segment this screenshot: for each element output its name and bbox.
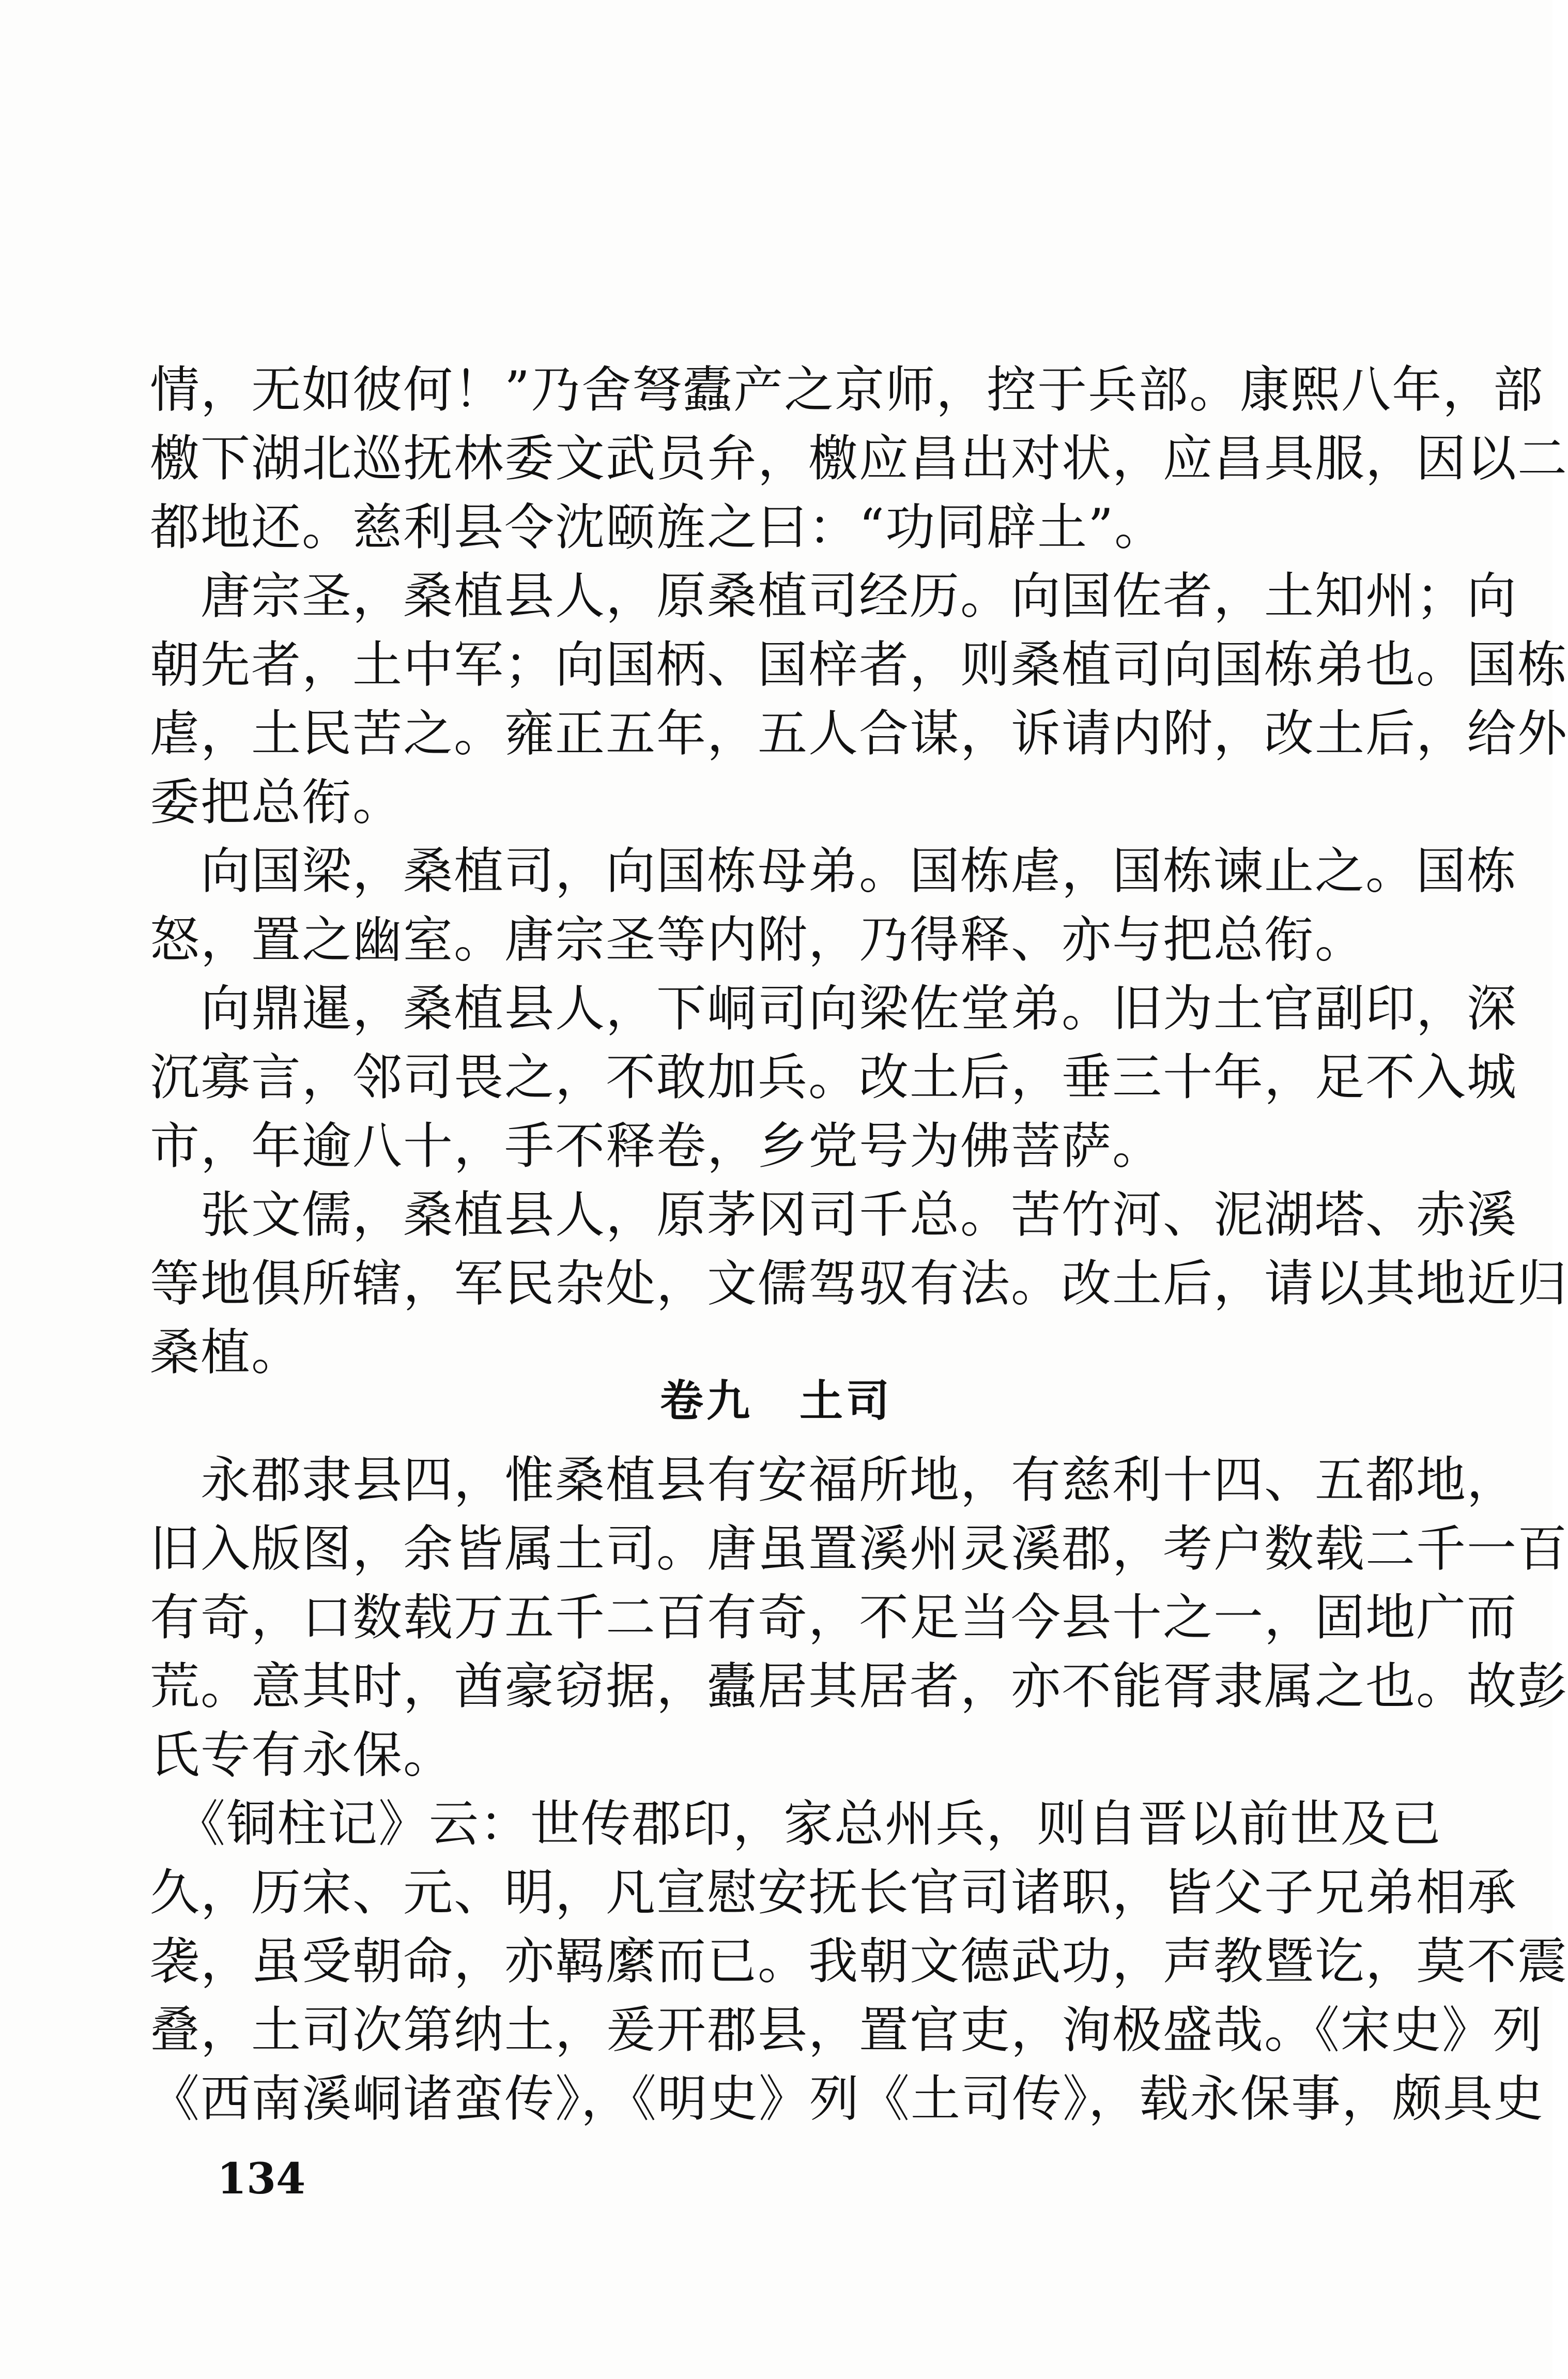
text-line: 怒，置之幽室。唐宗圣等内附，乃得释、亦与把总衔。 (150, 911, 1365, 969)
text-line: 唐宗圣，桑植县人，原桑植司经历。向国佐者，土知州；向 (150, 567, 1517, 625)
text-line: 桑植。 (150, 1323, 302, 1381)
text-line: 久，历宋、元、明，凡宣慰安抚长官司诸职，皆父子兄弟相承 (150, 1864, 1517, 1921)
text-line: 荒。意其时，酋豪窃据，蠹居其居者，亦不能胥隶属之也。故彭 (150, 1657, 1568, 1715)
text-line: 永郡隶县四，惟桑植县有安福所地，有慈利十四、五都地， (150, 1451, 1517, 1509)
text-line: 向鼎暹，桑植县人，下峒司向梁佐堂弟。旧为土官副印，深 (150, 980, 1517, 1038)
text-line: 《铜柱记》云：世传郡印，家总州兵，则自晋以前世及已 (150, 1795, 1442, 1853)
text-line: 情，无如彼何！”乃舍弩蠹产之京师，控于兵部。康熙八年，部 (150, 361, 1544, 419)
text-line: 向国梁，桑植司，向国栋母弟。国栋虐，国栋谏止之。国栋 (150, 842, 1517, 900)
page-number: 134 (217, 2154, 306, 2204)
text-line: 朝先者，土中军；向国柄、国梓者，则桑植司向国栋弟也。国栋 (150, 636, 1568, 694)
section-topic: 土司 (800, 1376, 893, 1426)
text-line: 有奇，口数载万五千二百有奇，不足当今县十之一，固地广而 (150, 1589, 1517, 1646)
text-section-after (150, 1446, 1568, 2133)
text-line: 市，年逾八十，手不释卷，乡党号为佛菩萨。 (150, 1117, 1163, 1175)
text-line: 旧入版图，余皆属土司。唐虽置溪州灵溪郡，考户数载二千一百 (150, 1520, 1568, 1578)
text-line: 等地俱所辖，军民杂处，文儒驾驭有法。改土后，请以其地近归 (150, 1255, 1568, 1313)
text-line: 檄下湖北巡抚林委文武员弁，檄应昌出对状，应昌具服，因以二 (150, 430, 1568, 487)
text-line: 都地还。慈利县令沈颐旌之曰：“功同辟土”。 (150, 498, 1165, 556)
text-line: 张文儒，桑植县人，原茅冈司千总。苦竹河、泥湖塔、赤溪 (150, 1186, 1517, 1244)
text-line: 委把总衔。 (150, 773, 403, 831)
text-line: 沉寡言，邻司畏之，不敢加兵。改土后，垂三十年，足不入城 (150, 1048, 1517, 1106)
text-line: 虐，土民苦之。雍正五年，五人合谋，诉请内附，改土后，给外 (150, 705, 1568, 762)
text-line: 氏专有永保。 (150, 1726, 454, 1784)
section-volume: 卷九 (659, 1376, 753, 1426)
section-heading (0, 1372, 1552, 1429)
text-section-before (150, 356, 1568, 1387)
text-line: 《西南溪峒诸蛮传》，《明史》列《土司传》，载永保事，颇具史 (150, 2070, 1544, 2128)
text-line: 叠，土司次第纳土，爰开郡县，置官吏，洵极盛哉。《宋史》列 (150, 2001, 1543, 2059)
text-line: 袭，虽受朝命，亦羁縻而已。我朝文德武功，声教暨讫，莫不震 (150, 1932, 1568, 1990)
